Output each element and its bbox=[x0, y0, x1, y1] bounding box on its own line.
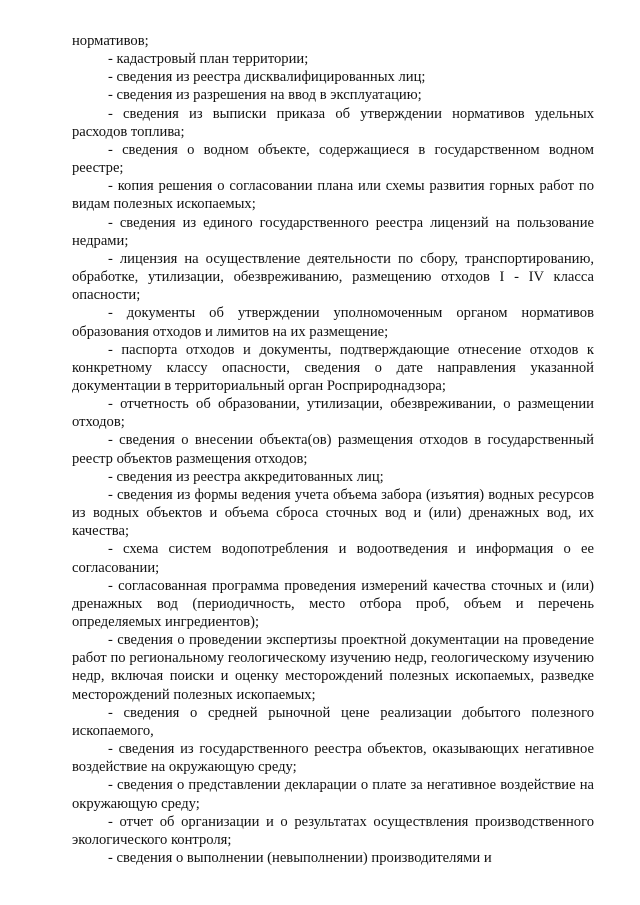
list-item: - отчет об организации и о результатах осуществления производственного экологического контроля; bbox=[72, 813, 594, 848]
list-item: - схема систем водопотребления и водоотведения и информация о ее согласовании; bbox=[72, 541, 594, 576]
list-item: - сведения из реестра аккредитованных лиц; bbox=[108, 468, 384, 485]
list-item: - сведения о проведении экспертизы проектной документации на проведение работ по региональному геологическому изучению недр, геологическому изучению недр, включая поиски и оценку месторождений полезных ископаемых, разведке месторождений полезных ископаемых; bbox=[72, 632, 594, 703]
list-item: - сведения из государственного реестра объектов, оказывающих негативное воздействие на окружающую среду; bbox=[72, 741, 594, 776]
list-item: - сведения из единого государственного реестра лицензий на пользование недрами; bbox=[72, 214, 594, 249]
list-item: - сведения о выполнении (невыполнении) производителями и bbox=[108, 850, 492, 867]
list-item: - сведения из разрешения на ввод в эксплуатацию; bbox=[108, 87, 422, 104]
list-item: - сведения о внесении объекта(ов) размещения отходов в государственный реестр объектов размещения отходов; bbox=[72, 432, 594, 467]
list-item: - сведения о водном объекте, содержащиеся в государственном водном реестре; bbox=[72, 141, 594, 177]
list-item: - кадастровый план территории; bbox=[108, 51, 309, 68]
list-item: - сведения из выписки приказа об утверждении нормативов удельных расходов топлива; bbox=[72, 105, 594, 140]
list-item: - копия решения о согласовании плана или схемы развития горных работ по видам полезных ископаемых; bbox=[72, 178, 594, 213]
list-item: - отчетность об образовании, утилизации, обезвреживании, о размещении отходов; bbox=[72, 396, 594, 431]
list-item: - сведения о средней рыночной цене реализации добытого полезного ископаемого, bbox=[72, 704, 594, 739]
list-item: - сведения из реестра дисквалифицированных лиц; bbox=[108, 69, 426, 86]
list-item: - паспорта отходов и документы, подтверждающие отнесение отходов к конкретному классу опасности, сведения о дате направления указанной документации в территориальный орган Росприроднадзора; bbox=[72, 341, 594, 394]
list-item: - сведения о представлении декларации о плате за негативное воздействие на окружающую среду; bbox=[72, 777, 594, 812]
list-item: - лицензия на осуществление деятельности по сбору, транспортированию, обработке, утилизации, обезвреживанию, размещению отходов I - IV класса опасности; bbox=[72, 250, 594, 304]
list-item: нормативов; bbox=[72, 33, 149, 49]
document-body bbox=[72, 32, 594, 867]
list-item: - сведения из формы ведения учета объема забора (изъятия) водных ресурсов из водных объектов и объема сброса сточных вод и (или) дренажных вод, их качества; bbox=[72, 486, 594, 540]
list-item: - документы об утверждении уполномоченным органом нормативов образования отходов и лимитов на их размещение; bbox=[72, 305, 594, 340]
list-item: - согласованная программа проведения измерений качества сточных и (или) дренажных вод (периодичность, место отбора проб, объем и перечень определяемых ингредиентов); bbox=[72, 577, 594, 630]
